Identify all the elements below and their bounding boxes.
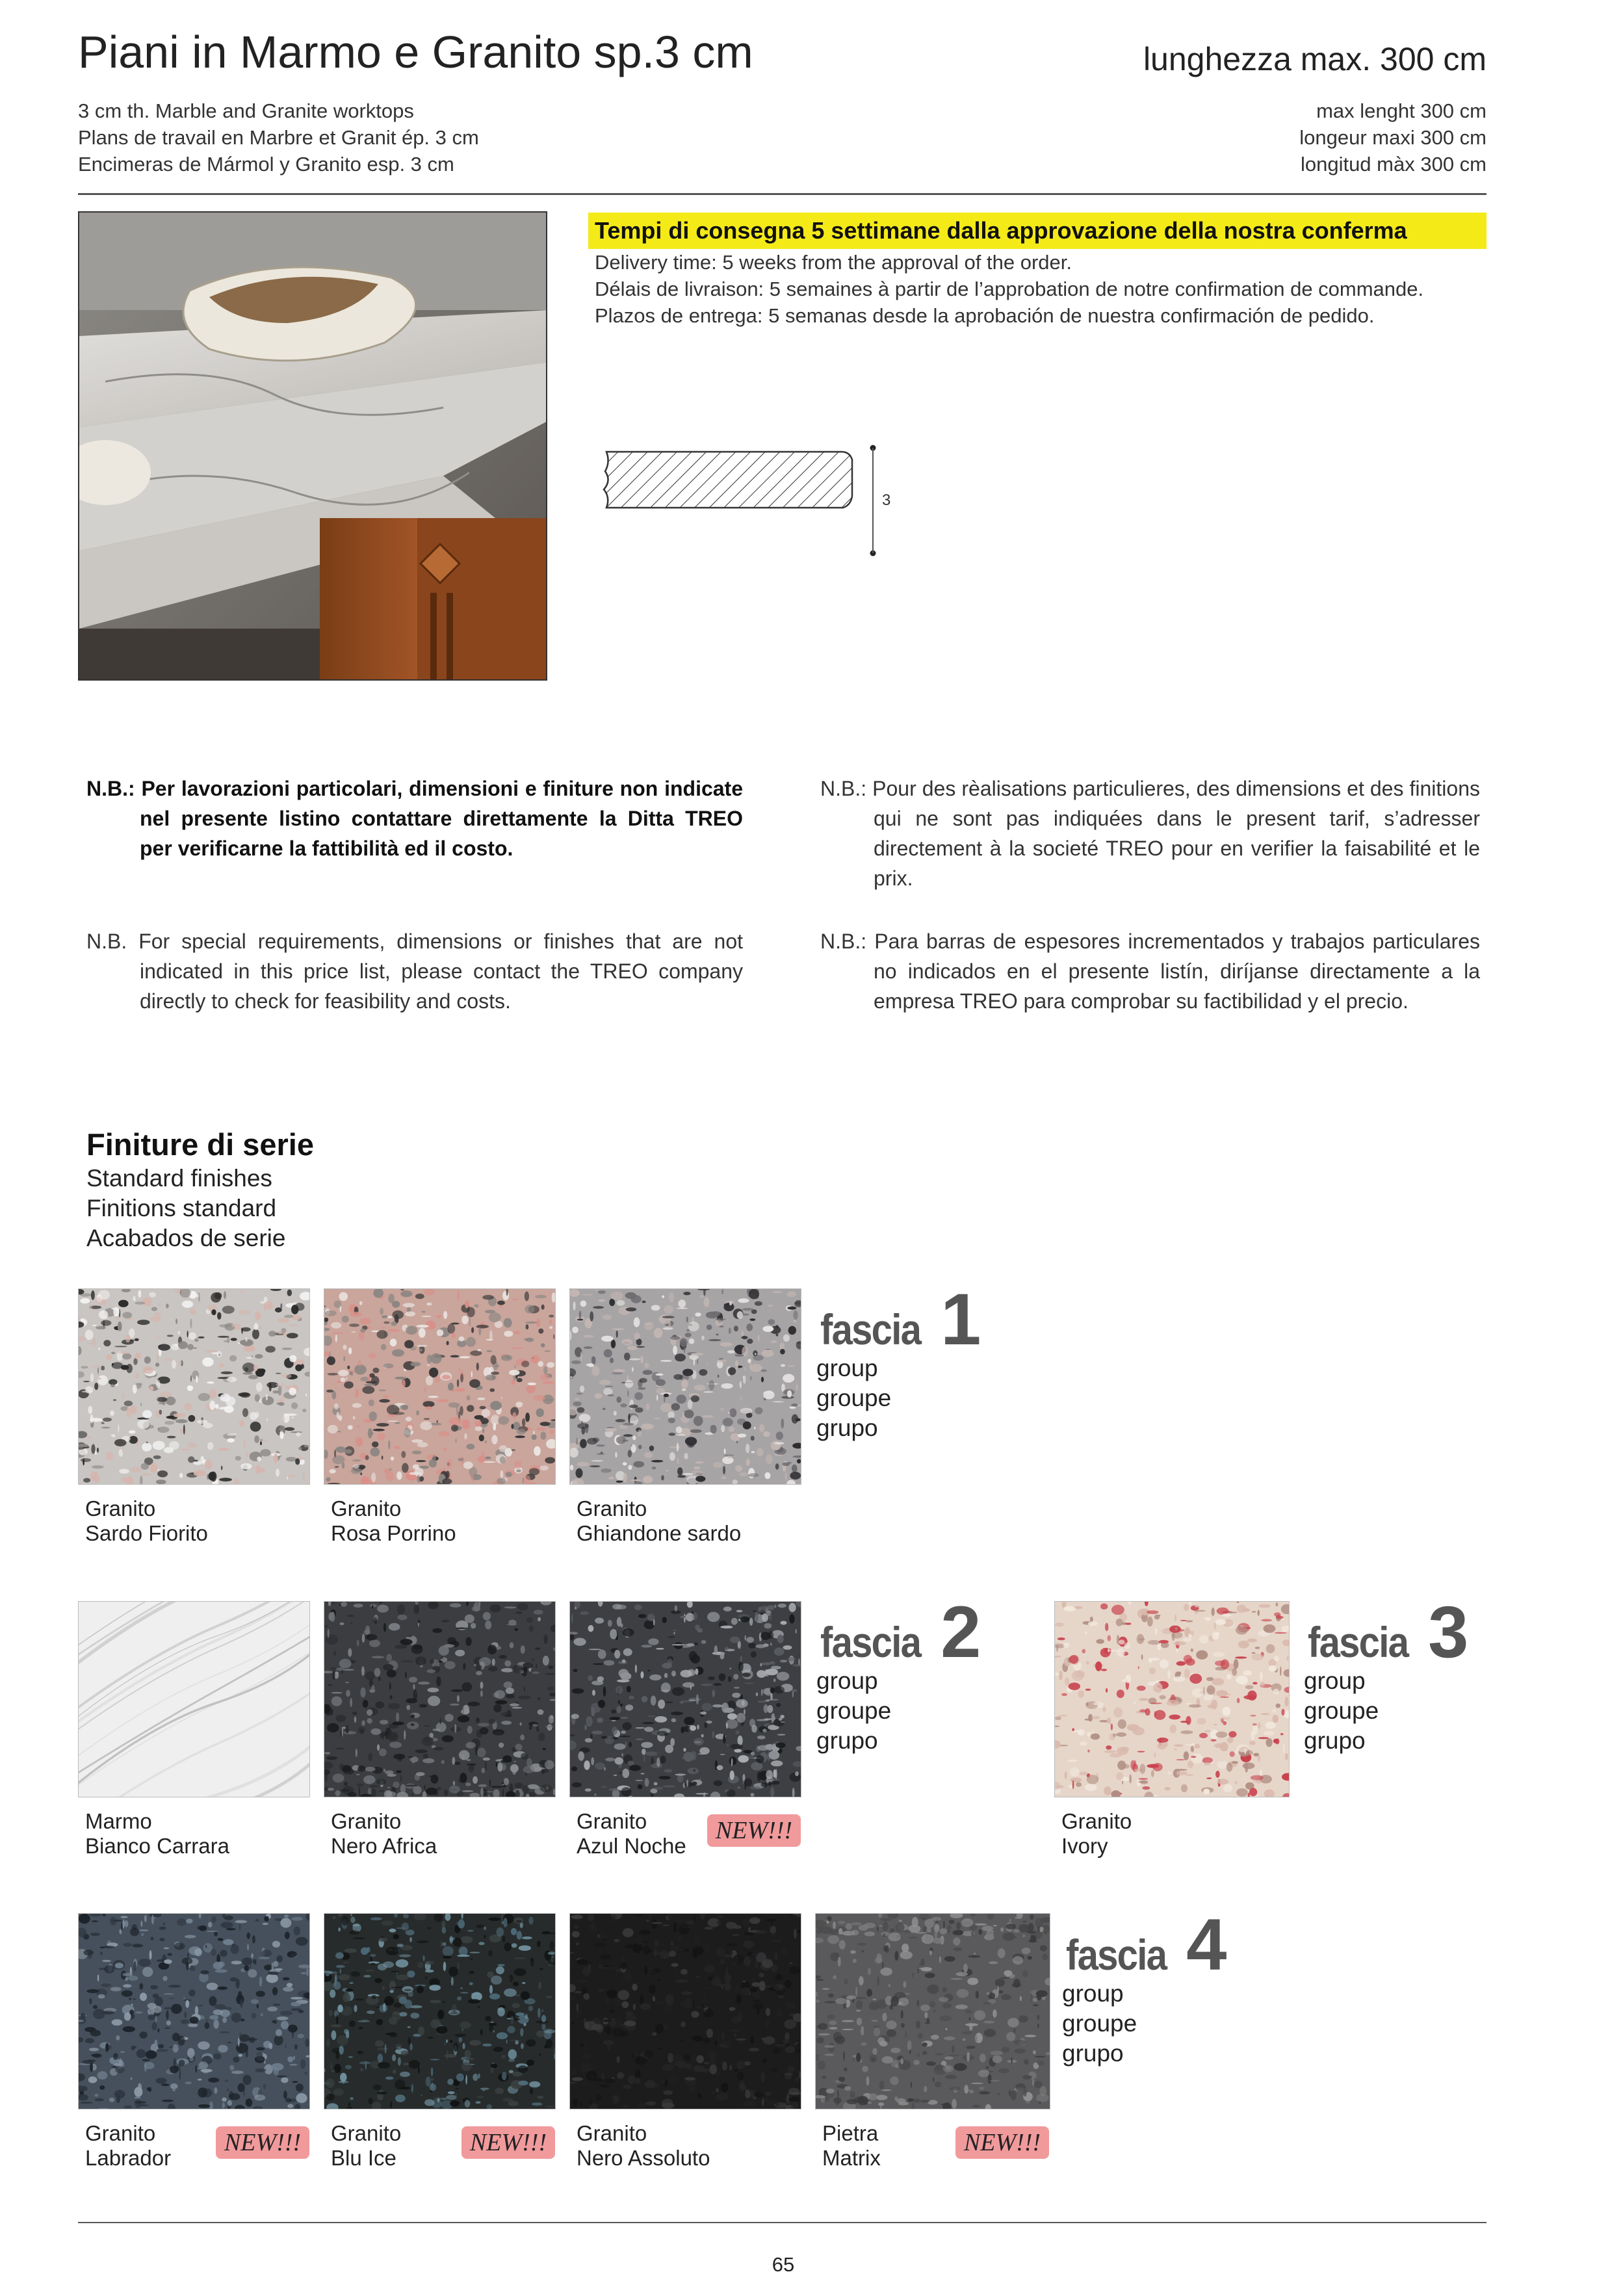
swatch-type: Granito [577, 2121, 647, 2145]
note-english: N.B. For special requirements, dimensions or finishes that are not indicated in this price list, please contact the TREO company directly to check for feasibility and costs. [86, 930, 743, 1013]
swatch-azul-noche [569, 1601, 801, 1797]
finishes-heading: Finiture di serie [86, 1127, 314, 1162]
swatch-name: Nero Assoluto [577, 2146, 710, 2170]
swatch-label [85, 1809, 229, 1859]
group-word: fascia [820, 1305, 921, 1353]
swatch-ivory [1054, 1601, 1290, 1797]
swatch-name: Ivory [1061, 1834, 1108, 1858]
swatch-type: Granito [331, 1496, 402, 1520]
swatch-label [85, 2121, 171, 2171]
swatch-type: Granito [85, 1496, 156, 1520]
swatch-type: Granito [577, 1496, 647, 1520]
swatch-nero-assoluto [569, 1913, 801, 2109]
new-badge: NEW!!! [461, 2126, 555, 2159]
swatch-labrador [78, 1913, 310, 2109]
swatch-name: Ghiandone sardo [577, 1521, 742, 1545]
new-badge: NEW!!! [707, 1814, 801, 1847]
swatch-ghiandone-sardo [569, 1288, 801, 1485]
delivery-es: Plazos de entrega: 5 semanas desde la aprobación de nuestra confirmación de pedido. [595, 304, 1375, 327]
note-italian: N.B.: Per lavorazioni particolari, dimensioni e finiture non indicate nel presente listino contattare direttamente la Ditta TREO per verificarne la fattibilità ed il costo. [86, 777, 743, 860]
stone-texture [79, 1602, 309, 1797]
swatch-label [331, 1496, 456, 1546]
group-word: fascia [820, 1618, 921, 1666]
swatch-name: Sardo Fiorito [85, 1521, 208, 1545]
swatch-type: Granito [331, 2121, 402, 2145]
group-number: 2 [941, 1591, 981, 1673]
finishes-sub-en: Standard finishes [86, 1165, 272, 1192]
group-1-title [820, 1277, 981, 1361]
finishes-subheading [86, 1164, 285, 1253]
swatch-blu-ice [324, 1913, 556, 2109]
swatch-label [577, 1496, 741, 1546]
group-fr: groupe [816, 1697, 892, 1724]
swatch-label [1061, 1809, 1132, 1859]
note-french: N.B.: Pour des rèalisations particulieres, des dimensions et des finitions qui ne sont pas indiquées dans le present tarif, s’adresser directement à la societé TREO pour en verifier la faisabilité et le prix. [820, 777, 1480, 890]
group-word: fascia [1308, 1618, 1409, 1666]
max-length-lines [1299, 98, 1487, 177]
swatch-type: Granito [577, 1809, 647, 1833]
swatch-type: Granito [85, 2121, 156, 2145]
swatch-sardo-fiorito [78, 1288, 310, 1485]
max-length-fr: longeur maxi 300 cm [1299, 126, 1487, 149]
swatch-name: Bianco Carrara [85, 1834, 229, 1858]
delivery-en: Delivery time: 5 weeks from the approval of the order. [595, 251, 1072, 274]
swatch-label [822, 2121, 881, 2171]
group-2-lines [816, 1666, 891, 1756]
swatch-type: Marmo [85, 1809, 152, 1833]
stone-texture [816, 1914, 1050, 2109]
group-es: grupo [816, 1415, 878, 1441]
group-number: 1 [941, 1279, 981, 1360]
group-3-lines [1304, 1666, 1379, 1756]
group-4-title [1066, 1903, 1227, 1987]
swatch-label [85, 1496, 208, 1546]
stone-texture [570, 1602, 801, 1797]
new-badge: NEW!!! [216, 2126, 309, 2159]
swatch-name: Matrix [822, 2146, 881, 2170]
group-en: group [1304, 1667, 1366, 1694]
footer-divider [78, 2222, 1487, 2223]
note-spanish: N.B.: Para barras de espesores incrementados y trabajos particulares no indicados en el presente listín, diríjanse directamente a la empresa TREO para comprobar su factibilidad y el precio. [820, 930, 1480, 1013]
group-number: 3 [1428, 1591, 1469, 1673]
new-badge: NEW!!! [955, 2126, 1049, 2159]
stone-texture [324, 1602, 555, 1797]
max-length-en: max lenght 300 cm [1316, 99, 1487, 122]
stone-texture [324, 1289, 555, 1484]
swatch-label [577, 2121, 710, 2171]
swatch-label [331, 1809, 437, 1859]
group-en: group [816, 1667, 878, 1694]
swatch-name: Azul Noche [577, 1834, 686, 1858]
finishes-sub-es: Acabados de serie [86, 1225, 286, 1251]
delivery-highlight: Tempi di consegna 5 settimane dalla approvazione della nostra conferma [588, 213, 1487, 249]
swatch-rosa-porrino [324, 1288, 556, 1485]
max-length-es: longitud màx 300 cm [1300, 153, 1487, 176]
group-4-lines [1062, 1979, 1137, 2068]
swatch-type: Pietra [822, 2121, 879, 2145]
swatch-type: Granito [1061, 1809, 1132, 1833]
stone-texture [324, 1914, 555, 2109]
swatch-name: Nero Africa [331, 1834, 437, 1858]
group-3-title [1308, 1590, 1468, 1674]
subtitle-fr: Plans de travail en Marbre et Granit ép. 3 cm [78, 126, 479, 149]
finishes-sub-fr: Finitions standard [86, 1195, 277, 1221]
swatch-nero-africa [324, 1601, 556, 1797]
profile-thickness-label: 3 [882, 491, 891, 509]
stone-texture [1055, 1602, 1289, 1797]
stone-texture [79, 1914, 309, 2109]
stone-texture [79, 1289, 309, 1484]
delivery-info [588, 213, 1487, 329]
swatch-name: Blu Ice [331, 2146, 396, 2170]
subtitle-es: Encimeras de Mármol y Granito esp. 3 cm [78, 153, 454, 176]
group-en: group [1062, 1980, 1124, 2007]
group-fr: groupe [1304, 1697, 1379, 1724]
swatch-matrix [815, 1913, 1050, 2109]
stone-texture [570, 1914, 801, 2109]
group-fr: groupe [1062, 2010, 1137, 2037]
stone-texture [570, 1289, 801, 1484]
max-length-title: lunghezza max. 300 cm [1143, 41, 1487, 77]
group-word: fascia [1066, 1931, 1167, 1979]
kitchen-worktop-photo [78, 211, 547, 681]
swatch-label [331, 2121, 401, 2171]
edge-profile-diagram [601, 439, 900, 569]
group-fr: groupe [816, 1385, 892, 1411]
swatch-bianco-carrara [78, 1601, 310, 1797]
group-2-title [820, 1590, 981, 1674]
swatch-name: Rosa Porrino [331, 1521, 456, 1545]
header-divider [78, 193, 1487, 195]
subtitle-lines [78, 98, 479, 177]
group-number: 4 [1186, 1904, 1227, 1985]
swatch-name: Labrador [85, 2146, 172, 2170]
group-en: group [816, 1355, 878, 1381]
group-es: grupo [816, 1727, 878, 1754]
page-title: Piani in Marmo e Granito sp.3 cm [78, 27, 753, 77]
group-es: grupo [1304, 1727, 1366, 1754]
page-number: 65 [772, 2253, 795, 2276]
group-es: grupo [1062, 2040, 1124, 2067]
delivery-fr: Délais de livraison: 5 semaines à partir de l’approbation de notre confirmation de commande. [595, 278, 1424, 300]
swatch-type: Granito [331, 1809, 402, 1833]
subtitle-en: 3 cm th. Marble and Granite worktops [78, 99, 414, 122]
swatch-label [577, 1809, 686, 1859]
group-1-lines [816, 1353, 891, 1443]
